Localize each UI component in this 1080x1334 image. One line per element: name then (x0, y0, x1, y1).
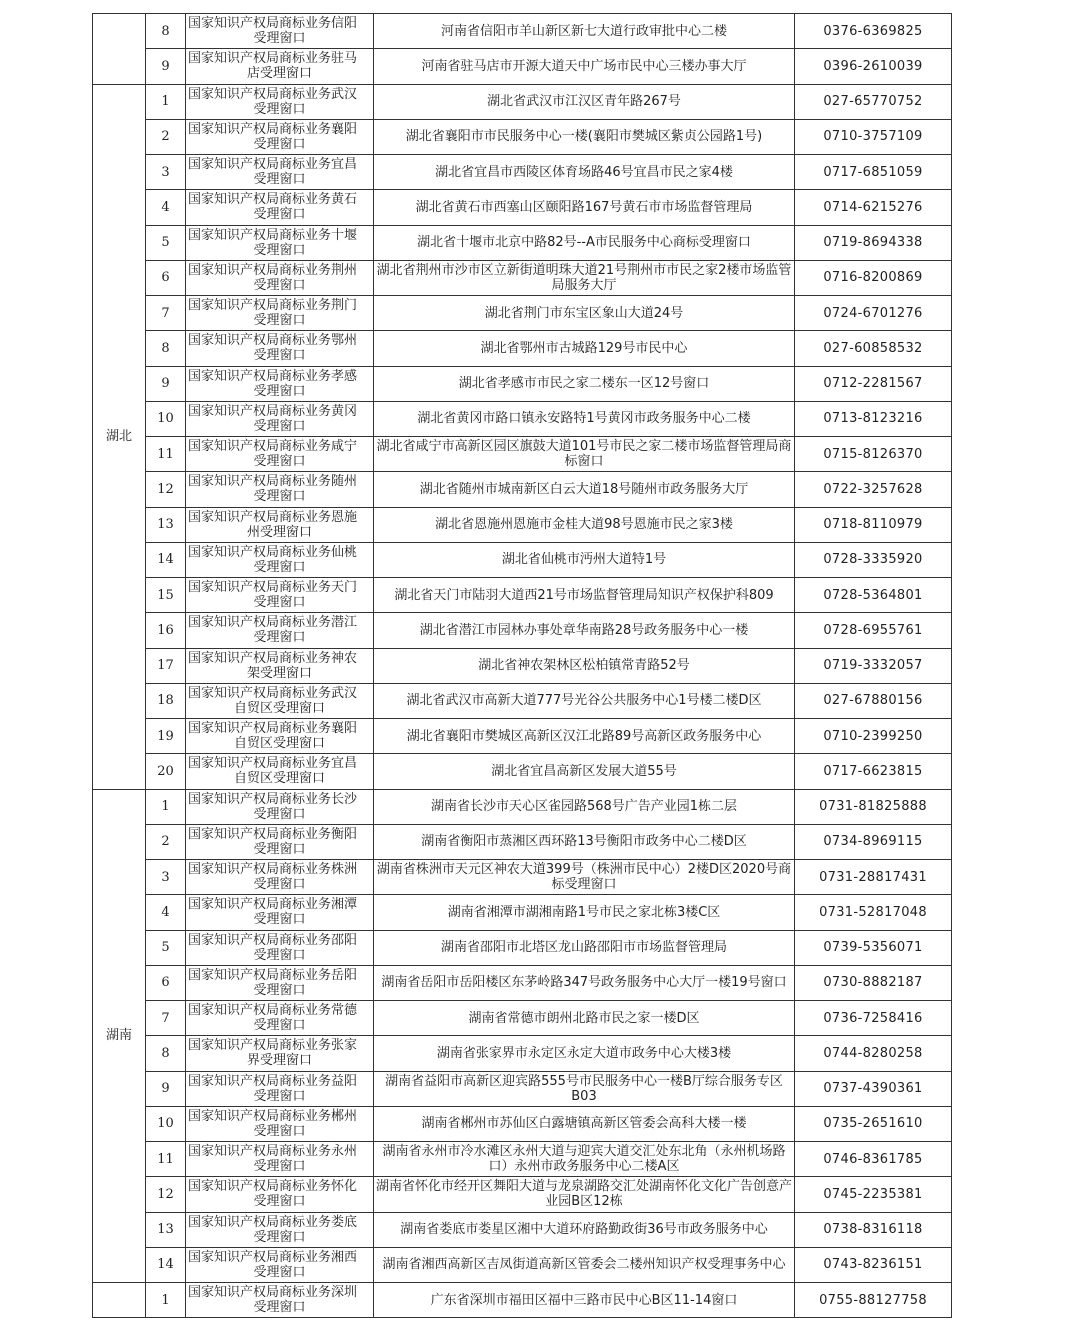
office-name (186, 542, 374, 577)
office-name-line: 国家知识产权局商标业务湘西 (188, 1249, 358, 1265)
office-name (186, 84, 374, 119)
office-phone: 0737-4390361 (795, 1071, 952, 1106)
office-address: 湖北省荆州市沙市区立新街道明珠大道21号荆州市市民之家2楼市场监管局服务大厅 (374, 260, 795, 295)
office-name-line: 受理窗口 (253, 313, 306, 329)
row-number: 8 (146, 14, 186, 49)
table-row (93, 14, 952, 49)
office-name-line: 国家知识产权局商标业务随州 (188, 474, 358, 490)
office-name-line: 国家知识产权局商标业务孝感 (188, 368, 358, 384)
office-name (186, 296, 374, 331)
office-name-line: 受理窗口 (253, 1300, 306, 1316)
table-row (93, 1001, 952, 1036)
office-name-line: 受理窗口 (253, 454, 306, 470)
row-number: 13 (146, 507, 186, 542)
office-name-line: 国家知识产权局商标业务怀化 (188, 1179, 358, 1195)
row-number: 8 (146, 331, 186, 366)
row-number: 10 (146, 1106, 186, 1141)
office-name-line: 受理窗口 (253, 806, 306, 822)
office-phone: 0728-3335920 (795, 542, 952, 577)
office-address: 湖北省襄阳市市民服务中心一楼(襄阳市樊城区紫贞公园路1号) (374, 119, 795, 154)
office-name-line: 受理窗口 (253, 1194, 306, 1210)
office-name-line: 国家知识产权局商标业务常德 (188, 1003, 358, 1019)
province-cell (93, 1283, 146, 1318)
row-number: 17 (146, 648, 186, 683)
office-address: 湖北省武汉市江汉区青年路267号 (374, 84, 795, 119)
office-phone: 027-60858532 (795, 331, 952, 366)
province-cell: 湖南 (93, 789, 146, 1283)
row-number: 1 (146, 84, 186, 119)
office-name-line: 受理窗口 (253, 489, 306, 505)
office-name-line: 国家知识产权局商标业务株洲 (188, 862, 358, 878)
office-name-line: 自贸区受理窗口 (233, 771, 325, 787)
office-name-line: 受理窗口 (253, 1264, 306, 1280)
table-row (93, 578, 952, 613)
office-phone: 0746-8361785 (795, 1142, 952, 1177)
office-name-line: 界受理窗口 (246, 1053, 312, 1069)
office-name-line: 受理窗口 (253, 559, 306, 575)
office-phone: 0755-88127758 (795, 1283, 952, 1318)
office-name (186, 1212, 374, 1247)
row-number: 20 (146, 754, 186, 789)
office-address: 湖南省长沙市天心区雀园路568号广告产业园1栋二层 (374, 789, 795, 824)
office-phone: 0712-2281567 (795, 366, 952, 401)
row-number: 7 (146, 296, 186, 331)
office-address: 湖北省仙桃市沔州大道特1号 (374, 542, 795, 577)
table-row (93, 1212, 952, 1247)
table-row (93, 1247, 952, 1282)
office-name (186, 1142, 374, 1177)
row-number: 5 (146, 225, 186, 260)
office-address: 湖南省湘潭市湖湘南路1号市民之家北栋3楼C区 (374, 895, 795, 930)
office-phone: 0728-6955761 (795, 613, 952, 648)
row-number: 9 (146, 366, 186, 401)
office-name-line: 受理窗口 (253, 136, 306, 152)
office-name-line: 国家知识产权局商标业务仙桃 (188, 544, 358, 560)
table-row (93, 1177, 952, 1212)
office-phone: 0717-6623815 (795, 754, 952, 789)
office-address: 湖南省益阳市高新区迎宾路555号市民服务中心一楼B厅综合服务专区B03 (374, 1071, 795, 1106)
office-phone: 0713-8123216 (795, 401, 952, 436)
office-phone: 0396-2610039 (795, 49, 952, 84)
office-name-line: 国家知识产权局商标业务驻马 (188, 51, 358, 67)
table-row (93, 648, 952, 683)
office-name (186, 578, 374, 613)
row-number: 8 (146, 1036, 186, 1071)
office-name (186, 613, 374, 648)
office-name-line: 受理窗口 (253, 841, 306, 857)
table-body (93, 14, 952, 1318)
office-name-line: 国家知识产权局商标业务荆州 (188, 262, 358, 278)
office-name-line: 受理窗口 (253, 348, 306, 364)
office-address: 湖北省黄冈市路口镇永安路特1号黄冈市政务服务中心二楼 (374, 401, 795, 436)
table-row (93, 260, 952, 295)
office-phone: 0731-81825888 (795, 789, 952, 824)
office-name-line: 国家知识产权局商标业务娄底 (188, 1214, 358, 1230)
office-address: 湖南省永州市冷水滩区永州大道与迎宾大道交汇处东北角（永州机场路口）永州市政务服务中心二楼A区 (374, 1142, 795, 1177)
office-name-line: 国家知识产权局商标业务信阳 (188, 16, 358, 32)
office-phone: 0710-2399250 (795, 719, 952, 754)
office-address: 湖北省黄石市西塞山区颐阳路167号黄石市市场监督管理局 (374, 190, 795, 225)
office-name (186, 507, 374, 542)
table-row (93, 824, 952, 859)
office-address: 湖北省孝感市市民之家二楼东一区12号窗口 (374, 366, 795, 401)
office-address: 湖北省恩施州恩施市金桂大道98号恩施市民之家3楼 (374, 507, 795, 542)
row-number: 3 (146, 860, 186, 895)
office-name-line: 国家知识产权局商标业务宜昌 (188, 157, 358, 173)
table-row (93, 542, 952, 577)
office-phone: 0738-8316118 (795, 1212, 952, 1247)
office-phone: 0728-5364801 (795, 578, 952, 613)
row-number: 9 (146, 1071, 186, 1106)
table-row (93, 119, 952, 154)
office-name-line: 国家知识产权局商标业务永州 (188, 1144, 358, 1160)
office-phone: 027-67880156 (795, 683, 952, 718)
row-number: 4 (146, 895, 186, 930)
office-name-line: 国家知识产权局商标业务黄石 (188, 192, 358, 208)
table-row (93, 49, 952, 84)
office-name-line: 国家知识产权局商标业务荆门 (188, 298, 358, 314)
row-number: 11 (146, 1142, 186, 1177)
table-row (93, 1036, 952, 1071)
office-name-line: 受理窗口 (253, 418, 306, 434)
office-name-line: 国家知识产权局商标业务咸宁 (188, 439, 358, 455)
office-address: 湖北省十堰市北京中路82号--A市民服务中心商标受理窗口 (374, 225, 795, 260)
row-number: 3 (146, 155, 186, 190)
office-address: 湖南省张家界市永定区永定大道市政务中心大楼3楼 (374, 1036, 795, 1071)
office-name (186, 190, 374, 225)
office-phone: 0716-8200869 (795, 260, 952, 295)
office-name-line: 受理窗口 (253, 383, 306, 399)
office-name-line: 州受理窗口 (246, 524, 312, 540)
office-phone: 0714-6215276 (795, 190, 952, 225)
table-row (93, 366, 952, 401)
office-phone: 0717-6851059 (795, 155, 952, 190)
row-number: 9 (146, 49, 186, 84)
office-name (186, 754, 374, 789)
office-phone: 0719-8694338 (795, 225, 952, 260)
office-address: 湖南省湘西高新区吉凤街道高新区管委会二楼州知识产权受理事务中心 (374, 1247, 795, 1282)
table-row (93, 472, 952, 507)
office-name-line: 国家知识产权局商标业务张家 (188, 1038, 358, 1054)
office-name-line: 国家知识产权局商标业务郴州 (188, 1108, 358, 1124)
office-name (186, 472, 374, 507)
office-address: 湖北省宜昌市西陵区体育场路46号宜昌市民之家4楼 (374, 155, 795, 190)
office-phone: 0744-8280258 (795, 1036, 952, 1071)
office-name-line: 受理窗口 (253, 877, 306, 893)
office-name-line: 受理窗口 (253, 912, 306, 928)
office-name-line: 受理窗口 (253, 242, 306, 258)
office-name (186, 366, 374, 401)
office-name (186, 860, 374, 895)
office-name (186, 437, 374, 472)
office-name-line: 国家知识产权局商标业务襄阳 (188, 121, 358, 137)
row-number: 19 (146, 719, 186, 754)
office-name (186, 648, 374, 683)
office-address: 湖北省荆门市东宝区象山大道24号 (374, 296, 795, 331)
office-name-line: 受理窗口 (253, 595, 306, 611)
office-name-line: 国家知识产权局商标业务湘潭 (188, 897, 358, 913)
office-name (186, 331, 374, 366)
office-name-line: 受理窗口 (253, 172, 306, 188)
office-name (186, 1036, 374, 1071)
office-address: 湖南省郴州市苏仙区白露塘镇高新区管委会高科大楼一楼 (374, 1106, 795, 1141)
office-name-line: 受理窗口 (253, 31, 306, 47)
office-name (186, 1283, 374, 1318)
office-name-line: 受理窗口 (253, 947, 306, 963)
office-name-line: 国家知识产权局商标业务鄂州 (188, 333, 358, 349)
office-phone: 027-65770752 (795, 84, 952, 119)
office-phone: 0731-28817431 (795, 860, 952, 895)
office-name-line: 受理窗口 (253, 1088, 306, 1104)
office-name-line: 受理窗口 (253, 982, 306, 998)
office-name-line: 受理窗口 (253, 1123, 306, 1139)
office-name-line: 国家知识产权局商标业务益阳 (188, 1073, 358, 1089)
office-name (186, 930, 374, 965)
row-number: 2 (146, 119, 186, 154)
office-name (186, 719, 374, 754)
office-phone: 0730-8882187 (795, 965, 952, 1000)
office-phone: 0743-8236151 (795, 1247, 952, 1282)
office-name-line: 国家知识产权局商标业务十堰 (188, 227, 358, 243)
table-row (93, 225, 952, 260)
row-number: 1 (146, 1283, 186, 1318)
office-name (186, 49, 374, 84)
office-address: 湖南省岳阳市岳阳楼区东茅岭路347号政务服务中心大厅一楼19号窗口 (374, 965, 795, 1000)
table-row (93, 1106, 952, 1141)
office-name-line: 国家知识产权局商标业务深圳 (188, 1285, 358, 1301)
table-row (93, 401, 952, 436)
office-address: 湖北省鄂州市古城路129号市民中心 (374, 331, 795, 366)
office-address: 湖北省襄阳市樊城区高新区汉江北路89号高新区政务服务中心 (374, 719, 795, 754)
office-name (186, 1247, 374, 1282)
office-name-line: 国家知识产权局商标业务衡阳 (188, 826, 358, 842)
office-address: 湖北省咸宁市高新区园区旗鼓大道101号市民之家二楼市场监督管理局商标窗口 (374, 437, 795, 472)
office-address: 湖北省武汉市高新大道777号光谷公共服务中心1号楼二楼D区 (374, 683, 795, 718)
office-name-line: 国家知识产权局商标业务武汉 (188, 685, 358, 701)
office-phone: 0731-52817048 (795, 895, 952, 930)
office-address: 湖南省株洲市天元区神农大道399号（株洲市民中心）2楼D区2020号商标受理窗口 (374, 860, 795, 895)
office-phone: 0745-2235381 (795, 1177, 952, 1212)
table-row (93, 965, 952, 1000)
office-address: 湖南省衡阳市蒸湘区西环路13号衡阳市政务中心二楼D区 (374, 824, 795, 859)
office-name (186, 225, 374, 260)
office-name (186, 1177, 374, 1212)
table-row (93, 1142, 952, 1177)
office-name (186, 401, 374, 436)
office-address: 湖南省怀化市经开区舞阳大道与龙泉湖路交汇处湖南怀化文化广告创意产业园B区12栋 (374, 1177, 795, 1212)
office-name-line: 自贸区受理窗口 (233, 700, 325, 716)
office-phone: 0735-2651610 (795, 1106, 952, 1141)
table-row (93, 1071, 952, 1106)
row-number: 14 (146, 1247, 186, 1282)
office-name-line: 受理窗口 (253, 1018, 306, 1034)
office-name-line: 国家知识产权局商标业务岳阳 (188, 967, 358, 983)
table-row (93, 895, 952, 930)
office-phone: 0734-8969115 (795, 824, 952, 859)
office-phone: 0724-6701276 (795, 296, 952, 331)
table-row (93, 190, 952, 225)
office-address: 湖北省潜江市园林办事处章华南路28号政务服务中心一楼 (374, 613, 795, 648)
table-row (93, 683, 952, 718)
office-name-line: 架受理窗口 (246, 665, 312, 681)
office-address: 河南省驻马店市开源大道天中广场市民中心三楼办事大厅 (374, 49, 795, 84)
row-number: 13 (146, 1212, 186, 1247)
row-number: 18 (146, 683, 186, 718)
table-row (93, 860, 952, 895)
table-row (93, 789, 952, 824)
office-phone: 0376-6369825 (795, 14, 952, 49)
row-number: 6 (146, 260, 186, 295)
office-name (186, 1001, 374, 1036)
table-row (93, 719, 952, 754)
office-name-line: 店受理窗口 (246, 66, 312, 82)
row-number: 10 (146, 401, 186, 436)
office-name-line: 受理窗口 (253, 101, 306, 117)
office-name (186, 824, 374, 859)
table-row (93, 613, 952, 648)
office-name (186, 683, 374, 718)
row-number: 4 (146, 190, 186, 225)
office-name (186, 1071, 374, 1106)
office-name-line: 受理窗口 (253, 277, 306, 293)
office-name-line: 国家知识产权局商标业务邵阳 (188, 932, 358, 948)
row-number: 12 (146, 1177, 186, 1212)
row-number: 16 (146, 613, 186, 648)
office-phone: 0715-8126370 (795, 437, 952, 472)
row-number: 12 (146, 472, 186, 507)
office-name (186, 895, 374, 930)
office-name (186, 155, 374, 190)
office-phone: 0722-3257628 (795, 472, 952, 507)
office-name (186, 789, 374, 824)
office-address: 湖北省随州市城南新区白云大道18号随州市政务服务大厅 (374, 472, 795, 507)
table-row (93, 296, 952, 331)
office-address: 湖南省邵阳市北塔区龙山路邵阳市市场监督管理局 (374, 930, 795, 965)
office-name (186, 1106, 374, 1141)
office-name-line: 国家知识产权局商标业务天门 (188, 580, 358, 596)
office-address: 湖北省神农架林区松柏镇常青路52号 (374, 648, 795, 683)
office-phone: 0736-7258416 (795, 1001, 952, 1036)
office-name-line: 国家知识产权局商标业务武汉 (188, 86, 358, 102)
office-name (186, 260, 374, 295)
office-address: 湖南省娄底市娄星区湘中大道环府路勤政街36号市政务服务中心 (374, 1212, 795, 1247)
table-row (93, 437, 952, 472)
office-name-line: 自贸区受理窗口 (233, 736, 325, 752)
office-address: 湖南省常德市朗州北路市民之家一楼D区 (374, 1001, 795, 1036)
office-address: 湖北省宜昌高新区发展大道55号 (374, 754, 795, 789)
office-name (186, 965, 374, 1000)
table-row (93, 507, 952, 542)
row-number: 1 (146, 789, 186, 824)
office-name (186, 119, 374, 154)
row-number: 2 (146, 824, 186, 859)
row-number: 6 (146, 965, 186, 1000)
office-name-line: 受理窗口 (253, 207, 306, 223)
row-number: 11 (146, 437, 186, 472)
office-address: 广东省深圳市福田区福中三路市民中心B区11-14窗口 (374, 1283, 795, 1318)
office-phone: 0710-3757109 (795, 119, 952, 154)
row-number: 5 (146, 930, 186, 965)
office-name-line: 国家知识产权局商标业务恩施 (188, 509, 358, 525)
office-name-line: 受理窗口 (253, 1159, 306, 1175)
office-name (186, 14, 374, 49)
office-name-line: 国家知识产权局商标业务长沙 (188, 791, 358, 807)
row-number: 7 (146, 1001, 186, 1036)
office-name-line: 国家知识产权局商标业务黄冈 (188, 403, 358, 419)
province-cell (93, 14, 146, 85)
office-address: 湖北省天门市陆羽大道西21号市场监督管理局知识产权保护科809 (374, 578, 795, 613)
table-row (93, 1283, 952, 1318)
table-row (93, 155, 952, 190)
table-row (93, 930, 952, 965)
office-name-line: 受理窗口 (253, 630, 306, 646)
table-row (93, 84, 952, 119)
office-phone: 0739-5356071 (795, 930, 952, 965)
row-number: 15 (146, 578, 186, 613)
office-name-line: 国家知识产权局商标业务神农 (188, 650, 358, 666)
trademark-office-table (92, 13, 952, 1318)
office-phone: 0719-3332057 (795, 648, 952, 683)
office-name-line: 国家知识产权局商标业务襄阳 (188, 721, 358, 737)
row-number: 14 (146, 542, 186, 577)
table-row (93, 754, 952, 789)
province-cell: 湖北 (93, 84, 146, 789)
office-address: 河南省信阳市羊山新区新七大道行政审批中心二楼 (374, 14, 795, 49)
office-phone: 0718-8110979 (795, 507, 952, 542)
office-name-line: 国家知识产权局商标业务宜昌 (188, 756, 358, 772)
office-name-line: 国家知识产权局商标业务潜江 (188, 615, 358, 631)
table-row (93, 331, 952, 366)
office-name-line: 受理窗口 (253, 1229, 306, 1245)
